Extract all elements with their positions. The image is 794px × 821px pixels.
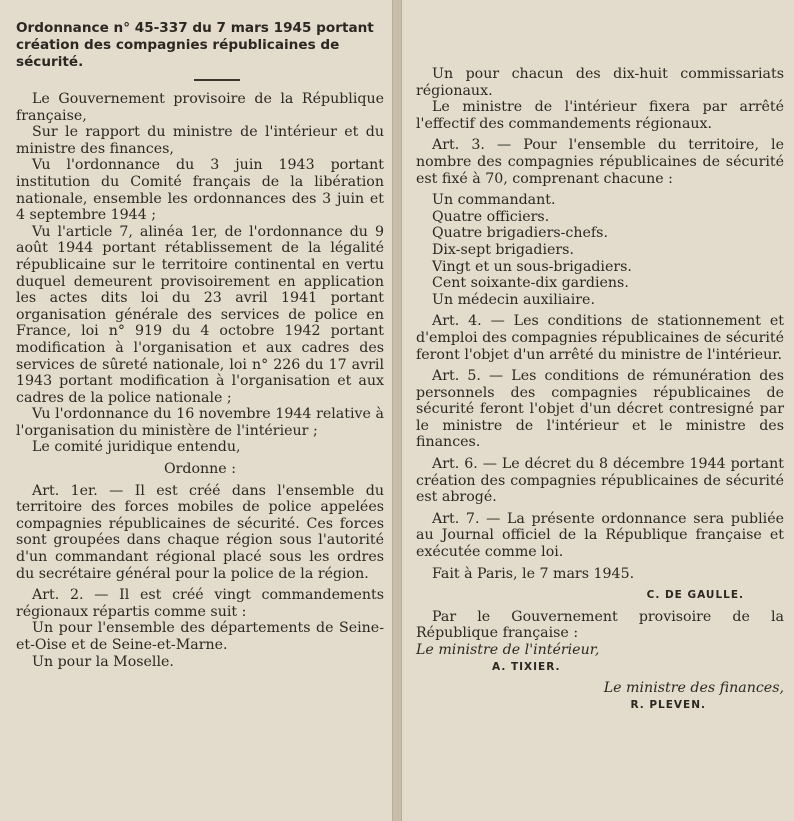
title-rule — [194, 79, 240, 81]
preamble-government: Le Gouvernement provisoire de la République française, — [16, 91, 384, 124]
preamble-vu-3: Vu l'ordonnance du 16 novembre 1944 relative à l'organisation du ministère de l'intérieur ; — [16, 406, 384, 439]
preamble-vu-1: Vu l'ordonnance du 3 juin 1943 portant institution du Comité français de la libération nationale, ensemble les ordonnances des 3 juin et 4 septembre 1944 ; — [16, 157, 384, 224]
list-item: Vingt et un sous-brigadiers. — [432, 258, 632, 275]
article-1: Art. 1er. — Il est créé dans l'ensemble du territoire des forces mobiles de police appelées compagnies républicaines de sécurité. Ces forces sont groupées dans chaque région sous l'autorité d'un commandant régional placé sous les ordres du secrétaire général pour la police de la région. — [16, 482, 384, 582]
signature-pleven: R. PLEVEN. — [630, 698, 706, 711]
preamble-committee: Le comité juridique entendu, — [32, 439, 241, 456]
article-6: Art. 6. — Le décret du 8 décembre 1944 portant création des compagnies républicaines de sécurité est abrogé. — [416, 456, 784, 506]
article-5: Art. 5. — Les conditions de rémunération des personnels des compagnies républicaines de sécurité feront l'objet d'un décret contresigné par le ministre de l'intérieur et le ministre des finances. — [416, 368, 784, 451]
signing-place-date: Fait à Paris, le 7 mars 1945. — [432, 565, 635, 582]
minister-interior-title: Le ministre de l'intérieur, — [416, 642, 600, 658]
list-item: Un commandant. — [432, 192, 556, 209]
list-item: Quatre officiers. — [432, 208, 550, 225]
column-gutter — [393, 0, 401, 821]
signature-tixier: A. TIXIER. — [492, 660, 561, 673]
article-2-note: Le ministre de l'intérieur fixera par arrêté l'effectif des commandements régionaux. — [416, 99, 784, 132]
right-column — [401, 0, 794, 821]
list-item: Un médecin auxiliaire. — [432, 291, 595, 308]
article-2-item-2: Un pour la Moselle. — [32, 653, 174, 670]
ordonne-heading: Ordonne : — [164, 461, 236, 478]
preamble-report: Sur le rapport du ministre de l'intérieur et du ministre des finances, — [16, 124, 384, 157]
signature-de-gaulle: C. DE GAULLE. — [646, 589, 744, 602]
article-2-item-1: Un pour l'ensemble des départements de Seine-et-Oise et de Seine-et-Marne. — [16, 620, 384, 653]
company-composition-list — [416, 192, 784, 308]
list-item: Dix-sept brigadiers. — [432, 241, 574, 258]
list-item: Cent soixante-dix gardiens. — [432, 275, 629, 292]
article-7: Art. 7. — La présente ordonnance sera publiée au Journal officiel de la République française et exécutée comme loi. — [416, 510, 784, 561]
by-government: Par le Gouvernement provisoire de la République française : — [416, 608, 784, 642]
article-4: Art. 4. — Les conditions de stationnement et d'emploi des compagnies républicaines de sécurité feront l'objet d'un arrêté du ministre de l'intérieur. — [416, 313, 784, 363]
minister-finance-title: Le ministre des finances, — [603, 680, 784, 697]
list-item: Quatre brigadiers-chefs. — [432, 225, 608, 242]
ordinance-title: Ordonnance n° 45-337 du 7 mars 1945 portant création des compagnies républicaines de sécurité. — [16, 20, 374, 70]
article-2: Art. 2. — Il est créé vingt commandements régionaux répartis comme suit : — [16, 587, 384, 620]
preamble-vu-2: Vu l'article 7, alinéa 1er, de l'ordonnance du 9 août 1944 portant rétablissement de la légalité républicaine sur le territoire continental en vertu duquel demeurent provisoirement en application les actes dits loi du 23 avril 1941 portant organisation générale des services de police en France, loi n° 919 du 4 octobre 1942 portant modification à l'organisation et aux cadres des services de sûreté nationale, loi n° 226 du 17 avril 1943 portant modification à l'organisation et aux cadres de la police nationale ; — [16, 223, 384, 406]
left-column — [0, 0, 393, 821]
article-2-item-3: Un pour chacun des dix-huit commissariats régionaux. — [416, 66, 784, 99]
article-3: Art. 3. — Pour l'ensemble du territoire, le nombre des compagnies républicaines de sécurité est fixé à 70, comprenant chacune : — [416, 137, 784, 187]
